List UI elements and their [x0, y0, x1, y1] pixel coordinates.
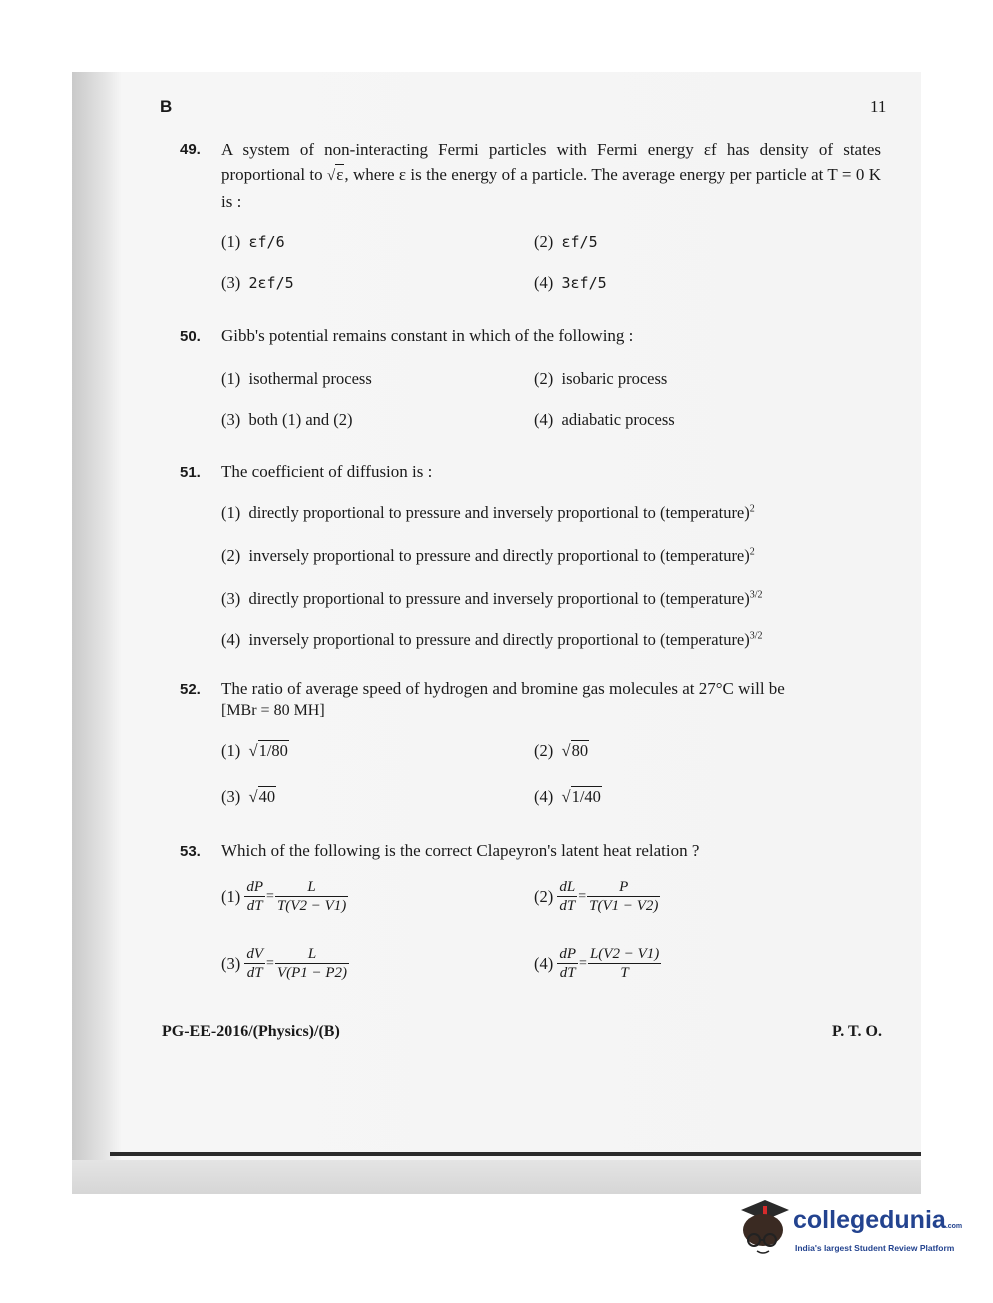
option-value: inversely proportional to pressure and directly proportional to (temperature) — [248, 630, 750, 649]
question-text: Which of the following is the correct Clapeyron's latent heat relation ? — [221, 841, 700, 860]
fraction-left — [244, 878, 265, 915]
exponent: 3/2 — [749, 630, 763, 642]
option-value: 3εf/5 — [561, 274, 607, 292]
option-1: (1) √1/80 — [221, 741, 288, 760]
option-value: isobaric process — [561, 369, 668, 388]
option-value: εf/5 — [561, 233, 598, 251]
bottom-rule — [110, 1152, 921, 1156]
numerator: dL — [559, 879, 576, 895]
question-text-a: A system of non-interacting Fermi particles with Fermi energy εf has density of states proportional to — [221, 140, 881, 184]
option-value: isothermal process — [248, 369, 372, 388]
option-value: directly proportional to pressure and inversely proportional to (temperature) — [248, 589, 750, 608]
page-binding-shadow — [72, 72, 122, 1194]
fraction-right — [588, 945, 661, 982]
option-label: (4) — [534, 273, 554, 292]
option-1 — [221, 878, 348, 915]
option-label: (2) — [534, 886, 554, 906]
numerator: dV — [246, 946, 264, 962]
option-1 — [221, 232, 285, 252]
option-value: directly proportional to pressure and inversely proportional to (temperature) — [248, 503, 750, 522]
option-label: (4) — [221, 630, 241, 649]
fraction-right — [275, 945, 349, 982]
question-text-line2: [MBr = 80 MH] — [221, 702, 325, 719]
option-2 — [221, 546, 755, 566]
collegedunia-logo — [735, 1196, 963, 1262]
denominator: dT — [559, 898, 576, 914]
fraction-right — [587, 878, 660, 915]
option-2 — [534, 232, 598, 252]
set-label: B — [160, 97, 173, 116]
option-label: (1) — [221, 886, 241, 906]
option-label: (4) — [534, 953, 554, 973]
equals-sign: = — [266, 955, 274, 971]
option-2: (2) √80 — [534, 741, 589, 760]
option-value: 40 — [258, 787, 276, 806]
option-label: (3) — [221, 589, 241, 608]
denominator: T(V2 − V1) — [276, 898, 347, 914]
option-value: both (1) and (2) — [248, 410, 353, 429]
fraction-right — [275, 878, 348, 915]
equals-sign: = — [266, 888, 274, 904]
option-2 — [534, 369, 667, 389]
option-value: 2εf/5 — [248, 274, 294, 292]
denominator: dT — [559, 965, 576, 981]
option-value: adiabatic process — [561, 410, 675, 429]
option-3 — [221, 945, 349, 982]
logo-wordmark — [793, 1206, 962, 1235]
option-1 — [221, 503, 755, 523]
numerator: L — [275, 878, 348, 897]
denominator: V(P1 − P2) — [276, 965, 348, 981]
option-1 — [221, 369, 372, 389]
option-label: (3) — [221, 953, 241, 973]
logo-name: collegedunia — [793, 1206, 946, 1234]
scan-bottom-shadow — [72, 1160, 921, 1194]
equals-sign: = — [578, 888, 587, 904]
option-3 — [221, 589, 763, 609]
option-value: 1/80 — [258, 741, 288, 760]
option-label: (1) — [221, 741, 241, 760]
option-3 — [221, 410, 353, 430]
option-4: (4) √1/40 — [534, 787, 601, 806]
question-text: The coefficient of diffusion is : — [221, 462, 433, 481]
page-number: 11 — [870, 97, 887, 116]
option-4 — [221, 630, 763, 650]
equals-sign: = — [579, 955, 587, 971]
option-3: (3) √40 — [221, 787, 276, 806]
fraction-left — [557, 945, 578, 982]
sqrt-epsilon: ε — [336, 165, 344, 184]
logo-tagline: India's largest Student Review Platform — [795, 1243, 955, 1253]
denominator: dT — [246, 898, 263, 914]
option-2 — [534, 878, 660, 915]
question-number: 53. — [180, 843, 201, 860]
paper-code: PG-EE-2016/(Physics)/(B) — [162, 1023, 340, 1040]
option-value: 1/40 — [571, 787, 601, 806]
option-label: (4) — [534, 787, 554, 806]
option-label: (2) — [534, 232, 554, 251]
question-number: 51. — [180, 464, 201, 481]
option-label: (1) — [221, 503, 241, 522]
question-text: A system of non-interacting Fermi particles with Fermi energy εf has density of states proportional to √ε, where ε is the energy of a particle. The average energy per particle at T = 0 K is : — [221, 140, 881, 211]
option-label: (2) — [534, 369, 554, 388]
option-4 — [534, 273, 607, 293]
please-turn-over: P. T. O. — [832, 1023, 882, 1040]
question-number: 52. — [180, 681, 201, 698]
exponent: 2 — [749, 546, 755, 558]
option-label: (1) — [221, 232, 241, 251]
exponent: 3/2 — [749, 589, 763, 601]
option-label: (1) — [221, 369, 241, 388]
option-4 — [534, 945, 661, 982]
question-text: The ratio of average speed of hydrogen and bromine gas molecules at 27°C will be — [221, 679, 785, 698]
option-label: (2) — [534, 741, 554, 760]
question-text-b: , where ε is the energy of a particle. The average energy per particle at T = 0 K is : — [221, 165, 881, 211]
option-label: (3) — [221, 410, 241, 429]
option-value: inversely proportional to pressure and directly proportional to (temperature) — [248, 546, 750, 565]
denominator: T(V1 − V2) — [589, 898, 659, 914]
question-number: 49. — [180, 141, 201, 158]
numerator: L — [275, 945, 349, 964]
numerator: P — [587, 878, 660, 897]
option-value: εf/6 — [248, 233, 285, 251]
student-mascot-icon — [735, 1196, 791, 1256]
option-value: 80 — [571, 741, 589, 760]
option-4 — [534, 410, 675, 430]
question-number: 50. — [180, 328, 201, 345]
question-text: Gibb's potential remains constant in which of the following : — [221, 326, 634, 345]
option-label: (3) — [221, 273, 241, 292]
numerator: dP — [246, 879, 264, 895]
exponent: 2 — [749, 503, 755, 515]
option-label: (3) — [221, 787, 241, 806]
fraction-left — [557, 878, 577, 915]
option-3 — [221, 273, 294, 293]
option-label: (4) — [534, 410, 554, 429]
numerator: dP — [559, 946, 577, 962]
denominator: dT — [246, 965, 263, 981]
denominator: T — [620, 965, 629, 981]
option-label: (2) — [221, 546, 241, 565]
numerator: L(V2 − V1) — [589, 946, 660, 962]
logo-suffix: .com — [945, 1223, 963, 1230]
fraction-left — [244, 945, 265, 982]
